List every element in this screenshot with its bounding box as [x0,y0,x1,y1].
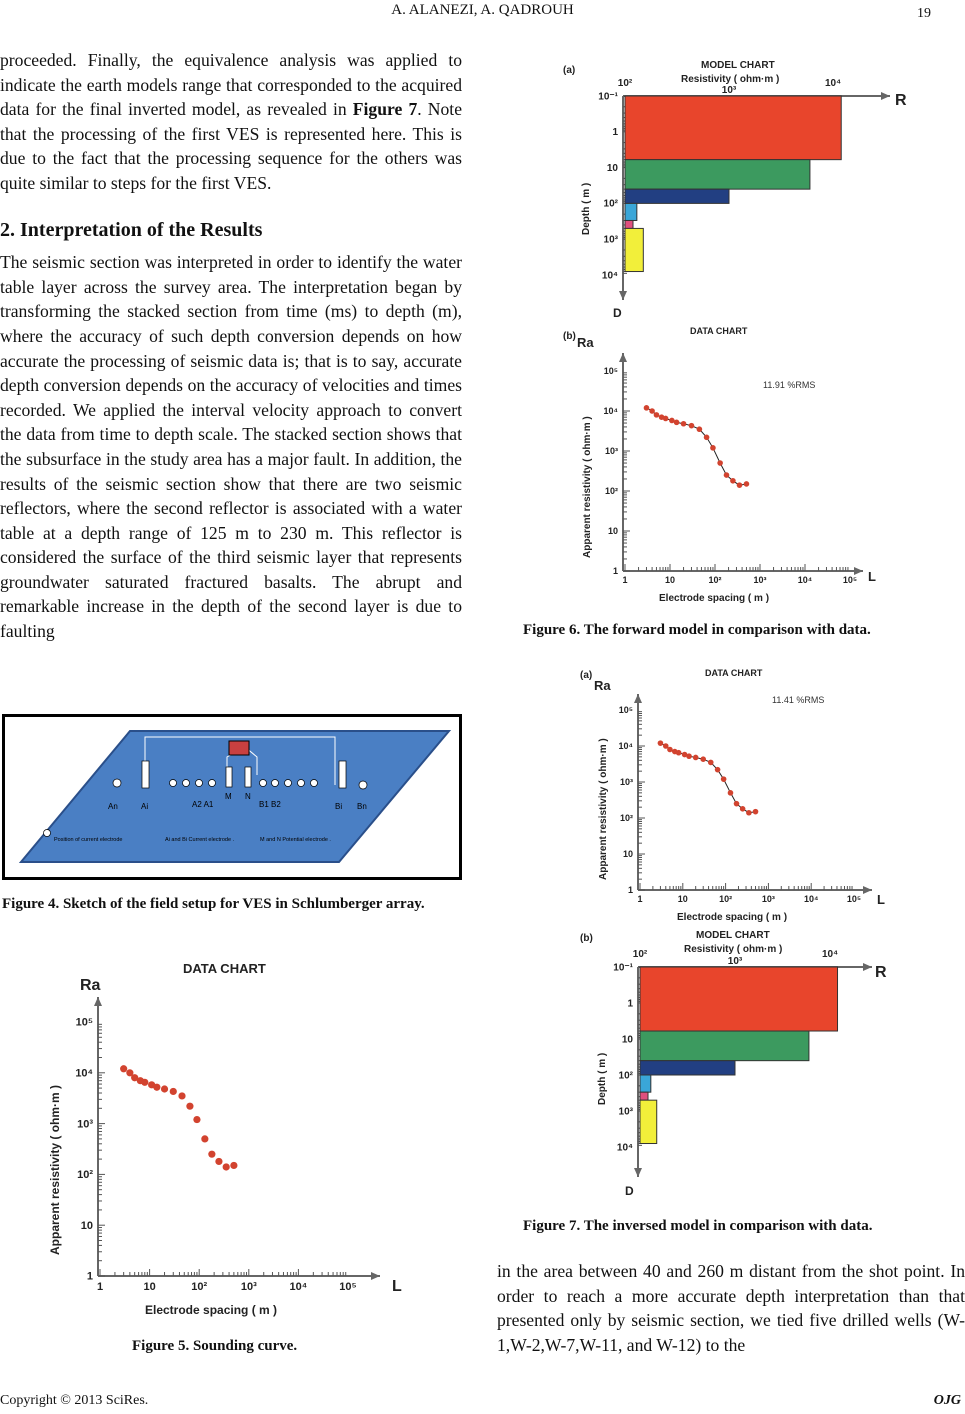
depth-tick-label: 10² [603,198,618,210]
fig7a-ra-label: Ra [594,678,611,693]
label-bn: Bn [357,802,367,811]
figure-4-sketch [5,717,459,877]
data-point [654,412,660,418]
fig6-panel-a: (a) [563,65,576,76]
x-tick-label: 10² [708,575,722,585]
resistivity-axis-head [863,963,872,971]
data-point [721,776,727,782]
x-tick-label: 1 [96,1281,104,1293]
y-tick-label: 10⁵ [618,705,633,715]
y-tick-label: 1 [86,1270,93,1283]
depth-tick-label: 1 [627,998,633,1010]
fig6b-title: DATA CHART [690,326,748,336]
fig6a-y-title: Depth ( m ) [581,182,592,235]
label-m: M [225,792,232,801]
electrode-dot [298,780,305,787]
y-tick-label: 1 [627,885,633,895]
y-tick-label: 10⁴ [618,741,633,751]
data-point [753,809,759,815]
depth-tick-label: 10⁻¹ [598,91,618,103]
data-point [674,420,680,426]
fig7b-y-title: Depth ( m ) [597,1052,608,1105]
data-point [170,1088,177,1095]
paragraph-intro [0,48,462,196]
data-point [644,405,650,411]
fig7a-l-label: L [877,892,885,907]
fig7b-d-label: D [625,1184,634,1197]
x-tick-label: 10⁵ [339,1281,357,1293]
model-layer-bar [640,1075,651,1092]
model-layer-bar [625,220,633,228]
data-point [715,767,721,773]
fig6b-x-title: Electrode spacing ( m ) [659,593,770,604]
x-tick-label: 10⁴ [803,894,819,904]
data-point [667,747,673,753]
running-head-authors: A. ALANEZI, A. QADROUH [391,2,574,18]
y-tick-label: 10² [619,813,633,823]
y-tick-label: 10 [607,526,618,536]
data-point [230,1162,237,1169]
x-tick-label: 10⁴ [797,575,813,585]
data-point [689,423,695,429]
y-axis-head [619,353,627,362]
label-n: N [245,792,251,801]
fig6b-rms: 11.91 %RMS [763,380,816,390]
data-point [728,790,734,796]
model-layer-bar [640,1061,735,1075]
data-point [734,801,740,807]
data-point [223,1163,230,1170]
model-layer-bar [625,96,841,160]
data-point [681,421,687,427]
data-point [697,426,703,432]
figure-7-caption: Figure 7. The inversed model in comparison with data. [523,1218,873,1234]
fig7a-title: DATA CHART [705,668,763,678]
depth-tick-label: 10⁴ [601,270,618,282]
electrode-ai [142,761,149,788]
paragraph-continued: in the area between 40 and 260 m distant from the shot point. In order to reach a more accurate depth interpretation than that presented only by seismic section, we tied five drilled wells (W-1,W-2,W-7,W-11, and W-12) to the [497,1261,965,1355]
label-bi: Bi [335,802,343,811]
depth-tick-label: 10 [606,162,618,174]
depth-tick-label: 10 [621,1034,633,1046]
model-layer-bar [625,189,729,203]
electrode-n [245,767,251,787]
meter-box [229,741,249,755]
fig7-panel-b: (b) [580,933,593,944]
fig7b-r-label: R [875,964,887,981]
y-tick-label: 10² [77,1169,93,1182]
data-point [730,478,736,484]
depth-tick-label: 10² [618,1070,633,1082]
data-point [710,445,716,451]
x-axis-head [863,886,872,894]
x-tick-label: 1 [637,894,643,904]
data-point [740,806,746,812]
x-tick-label: 10³ [753,575,767,585]
model-layer-bar [625,160,810,189]
fig5-x-title: Electrode spacing ( m ) [145,1303,278,1317]
y-tick-label: 10 [80,1219,93,1232]
fig7a-y-title: Apparent resistivity ( ohm·m ) [598,738,609,880]
fig7a-x-title: Electrode spacing ( m ) [677,912,788,922]
depth-tick-label: 10⁻¹ [613,962,633,974]
fig6a-x-title: Resistivity ( ohm·m ) [681,74,780,85]
data-point [153,1084,160,1091]
figure-4-caption: Figure 4. Sketch of the field setup for VES in Schlumberger array. [2,896,425,912]
fig6b-y-title: Apparent resistivity ( ohm·m ) [582,416,593,558]
data-point [700,756,706,762]
x-tick-label: 10⁴ [289,1281,308,1293]
y-axis-head [634,694,642,703]
depth-tick-label: 10³ [603,234,618,246]
legend-potential-electrode: M and N Potential electrode . [260,837,331,843]
electrode-bn [359,781,367,789]
electrode-an [113,779,121,787]
data-point [737,482,743,488]
x-tick-label: 10² [191,1281,208,1293]
data-point [186,1103,193,1110]
label-ai: Ai [141,802,149,811]
electrode-dot [311,780,318,787]
figure-6-caption: Figure 6. The forward model in comparison with data. [523,622,871,638]
y-axis-head [94,997,102,1006]
y-tick-label: 10⁵ [75,1016,93,1029]
x-axis-head [371,1272,380,1280]
fig7b-x-title: Resistivity ( ohm·m ) [684,944,783,955]
y-tick-label: 10⁵ [603,366,618,376]
data-point [208,1151,215,1158]
label-an: An [108,802,118,811]
model-layer-bar [640,1031,809,1061]
figure-6b-data-chart [555,323,885,613]
fig5-ra-label: Ra [80,977,101,994]
fig5-y-title: Apparent resistivity ( ohm·m ) [48,1084,62,1255]
depth-tick-label: 10⁴ [616,1142,633,1154]
fig5-title: DATA CHART [183,961,266,976]
fig6b-l-label: L [868,569,876,584]
y-tick-label: 10⁴ [603,406,618,416]
resistivity-tick-label: 10³ [721,85,737,96]
x-tick-label: 10⁵ [842,575,858,585]
y-tick-label: 10³ [604,446,618,456]
x-tick-label: 10² [719,894,733,904]
legend-electrode-dot [44,830,51,837]
fig6a-r-label: R [895,92,907,109]
fig6b-ra-label: Ra [577,335,594,350]
data-point [161,1085,168,1092]
data-point [215,1158,222,1165]
y-tick-label: 10 [622,849,633,859]
figure-5-caption: Figure 5. Sounding curve. [132,1338,298,1354]
label-b1b2: B1 B2 [259,800,281,809]
resistivity-tick-label: 10² [617,78,633,89]
section-heading: 2. Interpretation of the Results [0,218,263,241]
figure-7a-data-chart [572,660,892,922]
y-tick-label: 1 [612,566,618,576]
electrode-dot [209,780,216,787]
paragraph-intro-b: . Note that the processing of the first VES is represented here. This is due to the fact that the processing sequence for the others was quite similar to steps for the first VES. [0,99,463,193]
depth-axis-head [619,291,627,300]
data-point [693,755,699,761]
data-point [704,435,710,441]
electrode-dot [170,780,177,787]
legend-current-position: Position of current electrode [54,837,123,843]
fig7a-rms: 11.41 %RMS [772,695,825,705]
data-point [676,750,682,756]
fig7b-title: MODEL CHART [696,930,770,941]
resistivity-tick-label: 10² [632,949,648,960]
x-tick-label: 10³ [240,1281,257,1293]
depth-tick-label: 1 [612,127,618,139]
figure-4-frame [2,714,462,880]
y-tick-label: 10⁴ [75,1067,93,1080]
page-header [0,2,965,24]
data-point [120,1065,127,1072]
figure-6a-model-chart [555,55,930,323]
paragraph-interpretation: The seismic section was interpreted in order to identify the water table layer across the survey area. The interpretation began by transforming the stacked section from time (ms) to depth (m), where the accuracy of such depth conversion depends on how accurate the processing of seismic data is; that is to say, accurate depth conversion depends on the accuracy of velocities and times recorded. We applied the interval velocity approach to convert the data from time to depth scale. The stacked section shows that the subsurface in the study area has a major fault. In addition, the results of the seismic section show that there are two seismic reflectors, where the second reflector is associated with a water table at a depth range of 125 m to 230 m. This reflector is considered the surface of the third seismic layer that represents groundwater saturated fractured basalts. The abrupt and remarkable increase in the depth of the second layer is due to faulting [0,252,462,642]
electrode-dot [183,780,190,787]
x-tick-label: 10⁵ [846,894,862,904]
fig5-l-label: L [392,1278,402,1295]
label-a2a1: A2 A1 [192,800,214,809]
figure-7-reference[interactable]: Figure 7 [352,99,418,120]
fig6a-title: MODEL CHART [701,60,775,71]
fig6a-d-label: D [613,306,622,320]
footer-copyright: Copyright © 2013 SciRes. [0,1393,149,1408]
right-column-text [497,1259,965,1357]
data-point [649,408,655,414]
footer-journal: OJG [933,1393,961,1408]
data-point [746,810,752,816]
data-point [663,416,669,422]
x-tick-label: 1 [622,575,628,585]
depth-axis-head [634,1168,642,1177]
electrode-dot [260,780,267,787]
resistivity-tick-label: 10³ [727,956,743,967]
electrode-dot [285,780,292,787]
data-point [717,460,723,466]
fig7-panel-a: (a) [580,670,593,681]
x-tick-label: 10³ [761,894,775,904]
data-point [178,1092,185,1099]
data-point [201,1135,208,1142]
data-point [193,1116,200,1123]
data-point [658,740,664,746]
model-layer-bar [640,1092,648,1100]
y-tick-label: 10³ [619,777,633,787]
fig6-panel-b: (b) [563,331,576,342]
data-point [686,753,692,759]
resistivity-tick-label: 10⁴ [821,949,839,960]
model-layer-bar [625,228,643,271]
paragraph-intro-a: proceeded. Finally, the equivalence analysis was applied to indicate the earth models range that corresponded to the acquired data for the final inverted model, as revealed in [0,50,462,120]
x-tick-label: 10 [143,1281,156,1293]
data-point [724,472,730,478]
x-axis-head [854,567,863,575]
electrode-m [226,767,232,787]
model-layer-bar [625,203,637,220]
legend-current-electrode: Ai and Bi Current electrode . [165,837,235,843]
y-tick-label: 10² [604,486,618,496]
page-number: 19 [917,6,931,21]
y-tick-label: 10³ [77,1118,93,1131]
x-tick-label: 10 [677,894,688,904]
model-layer-bar [640,967,838,1031]
data-point [744,481,750,487]
electrode-dot [272,780,279,787]
data-point [141,1079,148,1086]
figure-5-chart [40,955,430,1325]
electrode-dot [196,780,203,787]
electrode-bi [339,761,346,788]
resistivity-tick-label: 10⁴ [824,78,842,89]
model-layer-bar [640,1100,657,1143]
resistivity-axis-head [881,92,890,100]
left-column-text [0,48,462,644]
data-point [708,760,714,766]
x-tick-label: 10 [664,575,676,585]
depth-tick-label: 10³ [618,1106,633,1118]
figure-7b-model-chart [572,925,912,1197]
